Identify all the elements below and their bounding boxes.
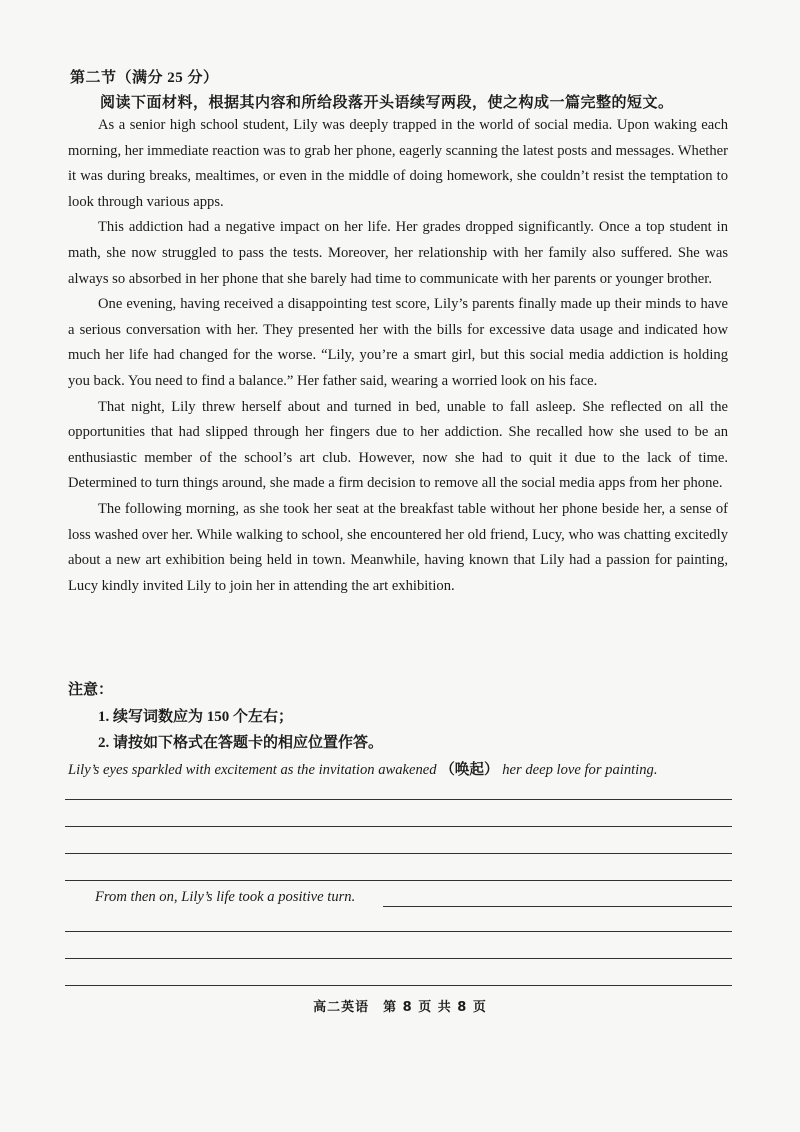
opening-1-before: Lily’s eyes sparkled with excitement as the invitation awakened (68, 762, 437, 778)
passage-paragraph: As a senior high school student, Lily was deeply trapped in the world of social media. Upon waking each morning, her immediate reaction was to grab her phone, eagerly scanning the latest posts and messages. Whether it was during breaks, mealtimes, or even in the middle of doing homework, she couldn’t resist the temptation to look through various apps. (68, 117, 728, 210)
answer-line[interactable] (65, 985, 732, 986)
section-title: 第二节（满分 25 分） (70, 70, 219, 86)
answer-line[interactable] (65, 931, 732, 932)
paragraph-opening-2: From then on, Lily’s life took a positive turn. (95, 889, 356, 905)
reading-passage (68, 113, 728, 599)
passage-paragraph: One evening, having received a disappointing test score, Lily’s parents finally made up their minds to have a serious conversation with her. They presented her with the bills for excessive data usage and indicated how much her life had changed for the worse. “Lily, you’re a smart girl, but this social media addiction is holding you back. You need to find a balance.” Her father said, wearing a worried look on his face. (68, 296, 728, 389)
answer-line[interactable] (65, 958, 732, 959)
note-word-count: 1. 续写词数应为 150 个左右； (98, 709, 294, 725)
page-footer: 高二英语 第 8 页 共 8 页 (313, 1000, 487, 1015)
answer-line[interactable] (65, 853, 732, 854)
opening-1-gloss: （唤起） (440, 762, 499, 778)
opening-1-after: her deep love for painting. (502, 762, 658, 778)
answer-line[interactable] (65, 799, 732, 800)
passage-paragraph: The following morning, as she took her seat at the breakfast table without her phone beside her, a sense of loss washed over her. While walking to school, she encountered her old friend, Lucy, who was chatting excitedly about a new art exhibition being held in town. Meanwhile, having known that Lily had a passion for painting, Lucy kindly invited Lily to join her in attending the art exhibition. (68, 500, 728, 594)
paragraph-opening-1 (68, 758, 748, 779)
answer-line[interactable] (383, 906, 732, 907)
task-instruction: 阅读下面材料，根据其内容和所给段落开头语续写两段，使之构成一篇完整的短文。 (100, 95, 674, 111)
note-answer-format: 2. 请按如下格式在答题卡的相应位置作答。 (98, 735, 384, 751)
passage-paragraph: This addiction had a negative impact on her life. Her grades dropped significantly. Once a top student in math, she now struggled to pass the tests. Moreover, her relationship with her family also suffered. She was always so absorbed in her phone that she barely had time to communicate with her parents or younger brother. (68, 219, 728, 287)
answer-line[interactable] (65, 826, 732, 827)
notes-title: 注意： (68, 682, 114, 698)
answer-line[interactable] (65, 880, 732, 881)
passage-paragraph: That night, Lily threw herself about and turned in bed, unable to fall asleep. She reflected on all the opportunities that had slipped through her fingers due to her addiction. She recalled how she used to be an enthusiastic member of the school’s art club. However, now she had to quit it due to the lack of time. Determined to turn things around, she made a firm decision to remove all the social media apps from her phone. (68, 398, 728, 492)
